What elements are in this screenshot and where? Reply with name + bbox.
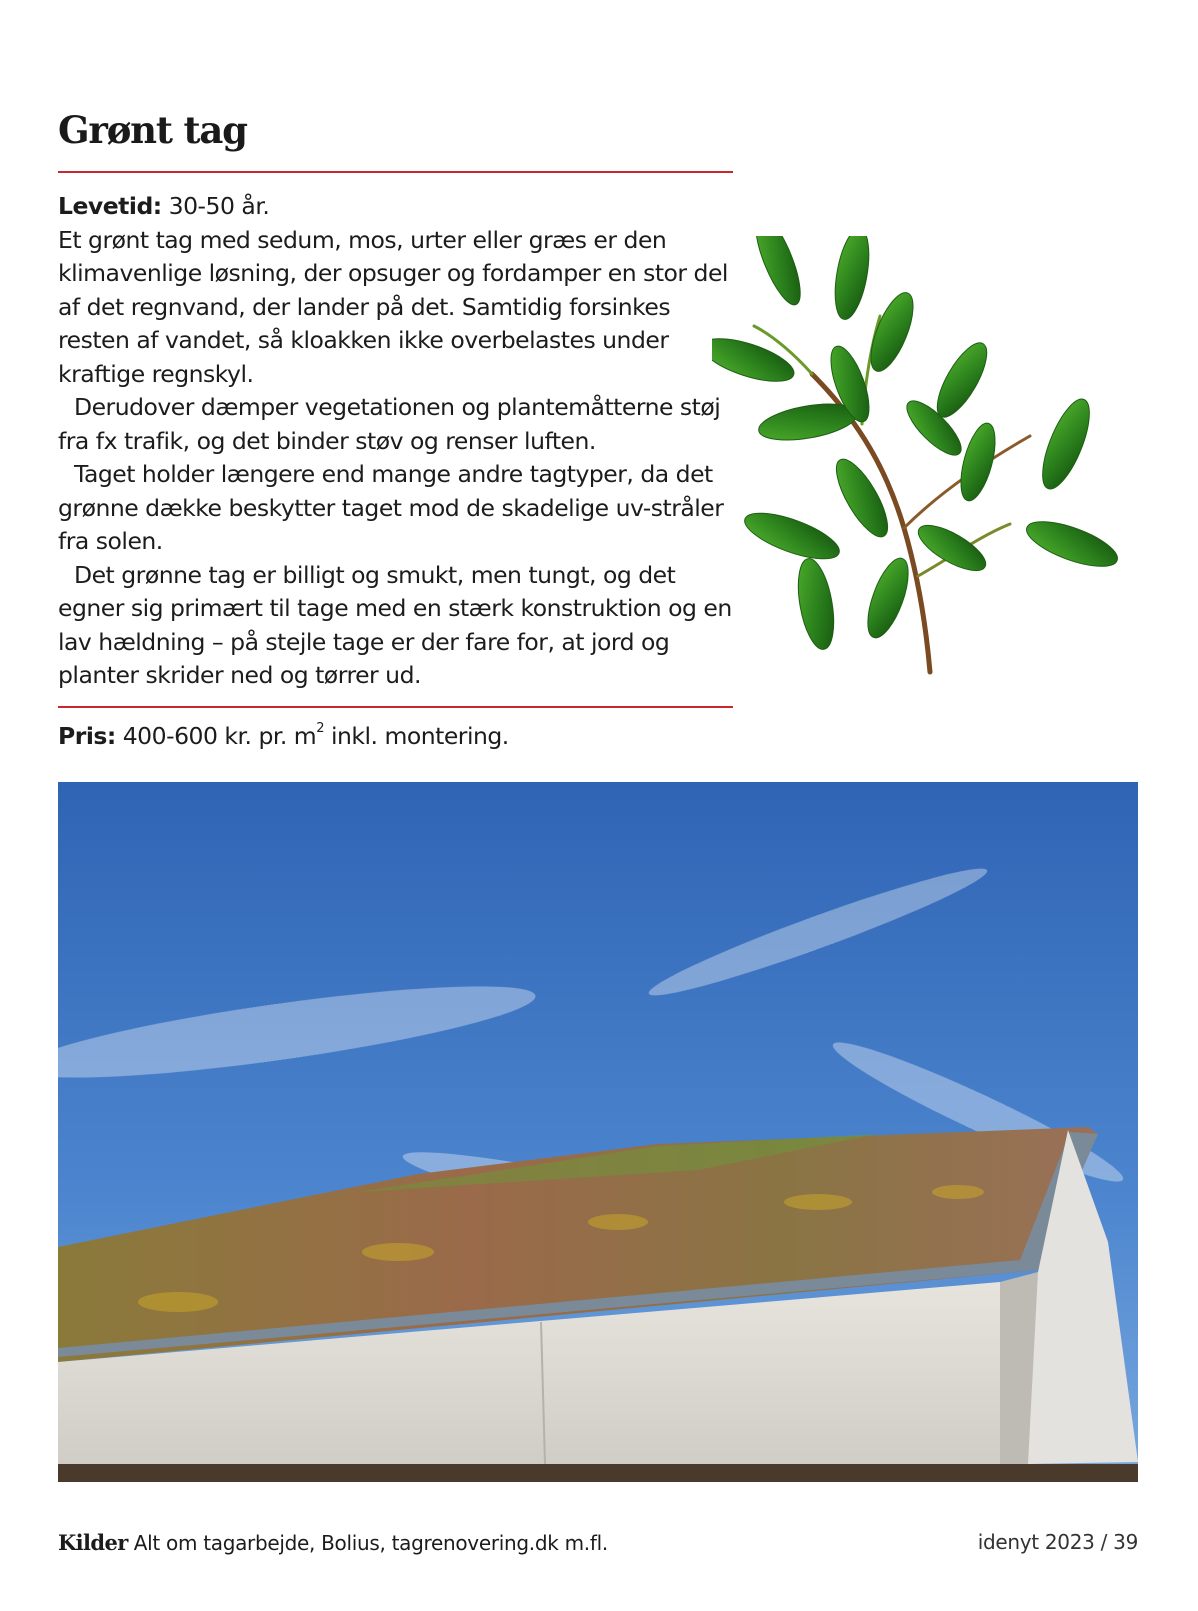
page-number: idenyt 2023 / 39 <box>977 1530 1138 1554</box>
leaf-branch-image <box>712 236 1140 692</box>
green-roof-photo <box>58 782 1138 1482</box>
price-superscript: 2 <box>316 721 324 737</box>
page-footer <box>58 1530 1138 1560</box>
bottom-divider <box>58 706 733 708</box>
sources-label: Kilder <box>58 1530 128 1555</box>
top-divider <box>58 171 733 173</box>
sources-text: Alt om tagarbejde, Bolius, tagrenovering.dk m.fl. <box>127 1531 608 1555</box>
price-label: Pris: <box>58 722 116 750</box>
lifespan-label: Levetid: <box>58 192 162 220</box>
paragraph-1: Et grønt tag med sedum, mos, urter eller græs er den klimavenlige løsning, der opsuger og fordamper en stor del af det regnvand, der lander på det. Samtidig forsinkes resten af vandet, så kloakken ikke overbelastes under kraftige regnskyl. <box>58 225 728 388</box>
paragraph-3: Taget holder længere end mange andre tagtyper, da det grønne dække beskytter taget mod de skadelige uv-stråler fra solen. <box>58 460 724 555</box>
paragraph-4: Det grønne tag er billigt og smukt, men tungt, og det egner sig primært til tage med en stærk konstruktion og en lav hældning – på stejle tage er der fare for, at jord og planter skrider ned og tørrer ud. <box>58 560 732 689</box>
lifespan-value: 30-50 år. <box>161 192 270 220</box>
sources <box>58 1530 608 1555</box>
lifespan-line <box>58 190 748 224</box>
page-title: Grønt tag <box>58 108 247 152</box>
paragraph-2: Derudover dæmper vegetationen og plantemåtterne støj fra fx trafik, og det binder støv og renser luften. <box>58 393 721 455</box>
article-body <box>58 190 748 693</box>
price-value: 400-600 kr. pr. m <box>115 722 317 750</box>
price-line <box>58 722 509 750</box>
price-suffix: inkl. montering. <box>323 722 509 750</box>
